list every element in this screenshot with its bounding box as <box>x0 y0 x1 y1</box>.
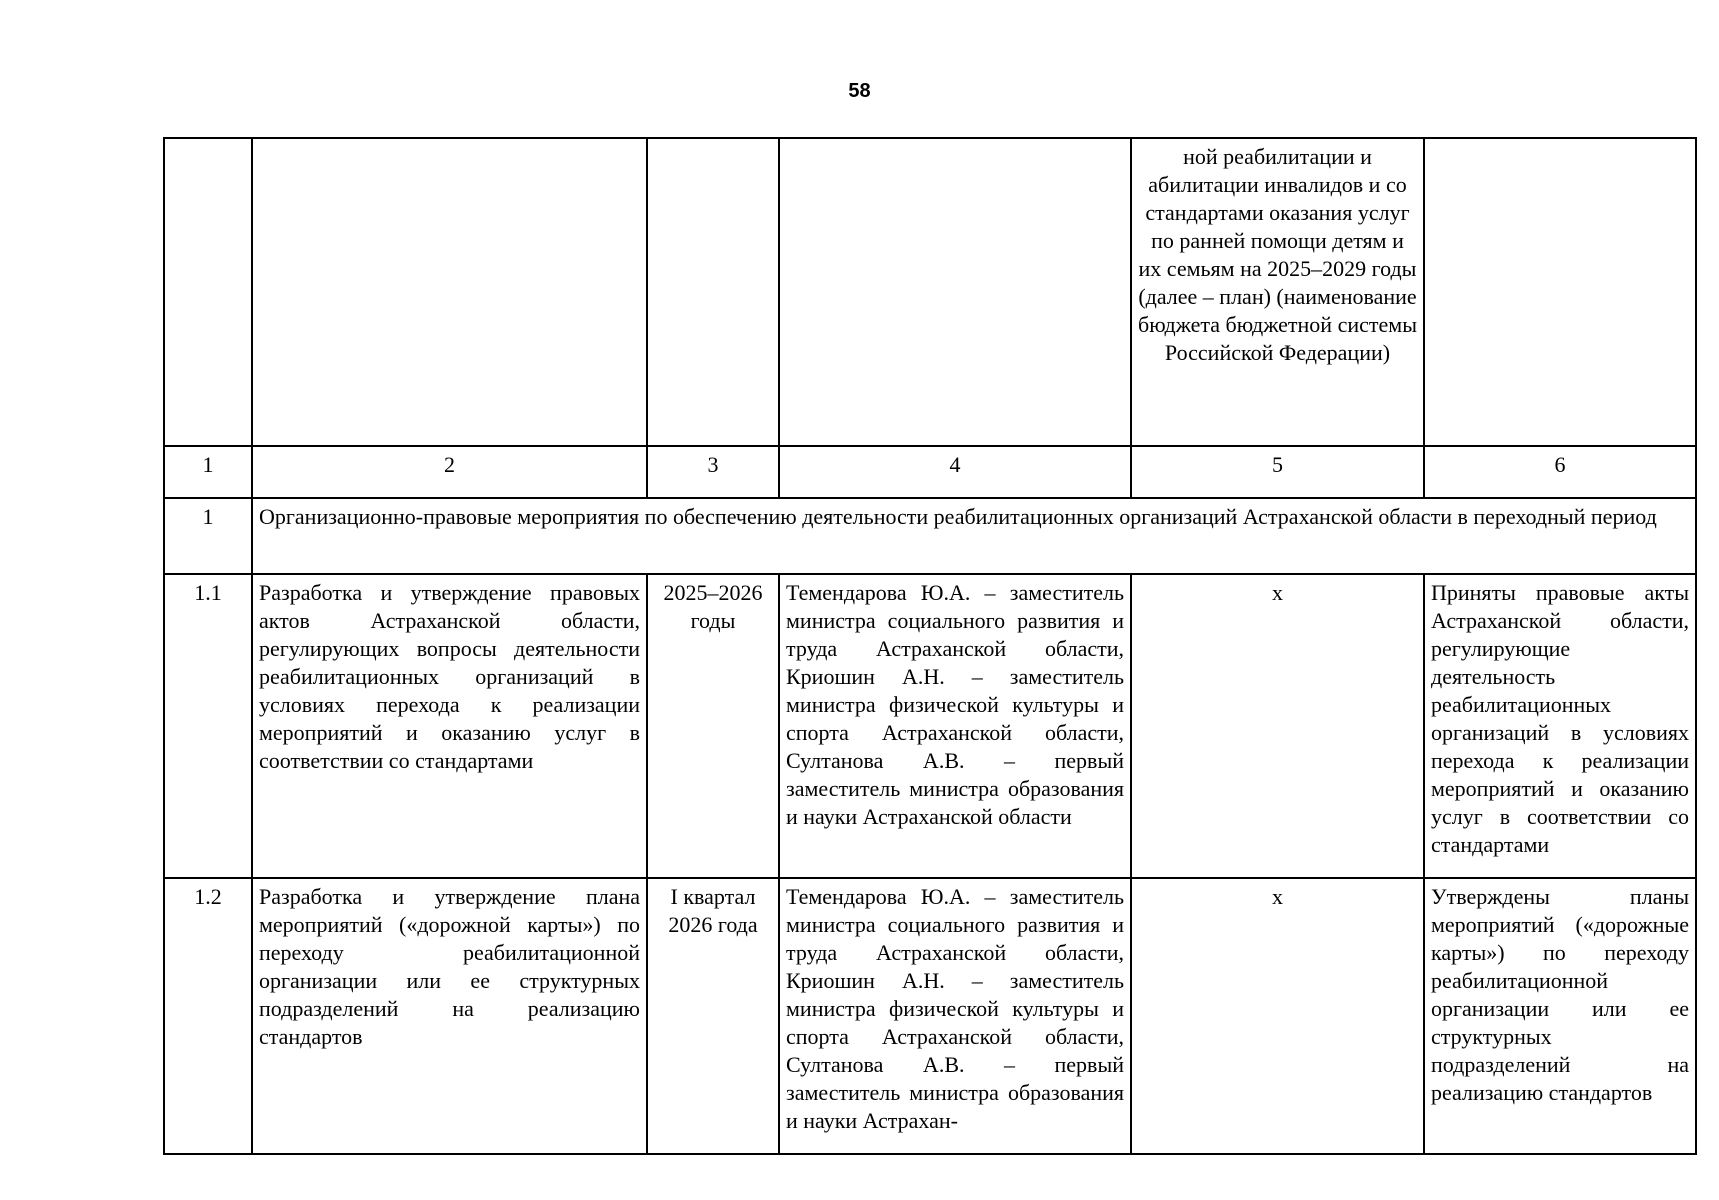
column-number: 2 <box>252 446 647 498</box>
activity-cell: Разработка и утверждение правовых актов Астраханской области, регулирующих вопросы деятельности реабилитационных организаций в условиях перехода к реализации мероприятий и оказанию услуг в соответствии со стандартами <box>252 574 647 878</box>
page-number: 58 <box>848 80 871 102</box>
cont-cell-1 <box>164 138 252 446</box>
cont-cell-3 <box>647 138 779 446</box>
term-cell: 2025–2026 годы <box>647 574 779 878</box>
column-number: 3 <box>647 446 779 498</box>
column-number: 5 <box>1131 446 1424 498</box>
activity-cell: Разработка и утверждение плана мероприятий («дорожной карты») по переходу реабилитационной организации или ее структурных подразделений на реализацию стандартов <box>252 878 647 1154</box>
budget-cell: х <box>1131 574 1424 878</box>
column-number: 1 <box>164 446 252 498</box>
column-number-row <box>164 446 1696 498</box>
budget-cell: х <box>1131 878 1424 1154</box>
responsible-cell: Темендарова Ю.А. – заместитель министра социального развития и труда Астраханской области, Криошин А.Н. – заместитель министра физической культуры и спорта Астраханской области, Султанова А.В. – первый заместитель министра образования и науки Астрахан- <box>779 878 1131 1154</box>
cont-cell-2 <box>252 138 647 446</box>
table-row <box>164 878 1696 1154</box>
column-number: 6 <box>1424 446 1696 498</box>
section-row <box>164 498 1696 574</box>
cont-cell-6 <box>1424 138 1696 446</box>
row-number: 1.1 <box>164 574 252 878</box>
cont-cell-4 <box>779 138 1131 446</box>
table-row <box>164 574 1696 878</box>
measures-table <box>163 137 1697 1155</box>
responsible-cell: Темендарова Ю.А. – заместитель министра социального развития и труда Астраханской области, Криошин А.Н. – заместитель министра физической культуры и спорта Астраханской области, Султанова А.В. – первый заместитель министра образования и науки Астраханской области <box>779 574 1131 878</box>
result-cell: Приняты правовые акты Астраханской области, регулирующие деятельность реабилитационных организаций в условиях перехода к реализации мероприятий и оказанию услуг в соответствии со стандартами <box>1424 574 1696 878</box>
term-cell: I квартал 2026 года <box>647 878 779 1154</box>
cont-cell-5-text: ной реабилитации и абилитации инвалидов и со стандартами оказания услуг по ранней помощи детям и их семьям на 2025–2029 годы (далее – план) (наименование бюджета бюджетной системы Российской Федерации) <box>1131 138 1424 446</box>
column-number: 4 <box>779 446 1131 498</box>
row-number: 1.2 <box>164 878 252 1154</box>
section-title: Организационно-правовые мероприятия по обеспечению деятельности реабилитационных организаций Астраханской области в переходный период <box>252 498 1696 574</box>
result-cell: Утверждены планы мероприятий («дорожные карты») по переходу реабилитационной организации или ее структурных подразделений на реализацию стандартов <box>1424 878 1696 1154</box>
section-number: 1 <box>164 498 252 574</box>
continuation-row <box>164 138 1696 446</box>
